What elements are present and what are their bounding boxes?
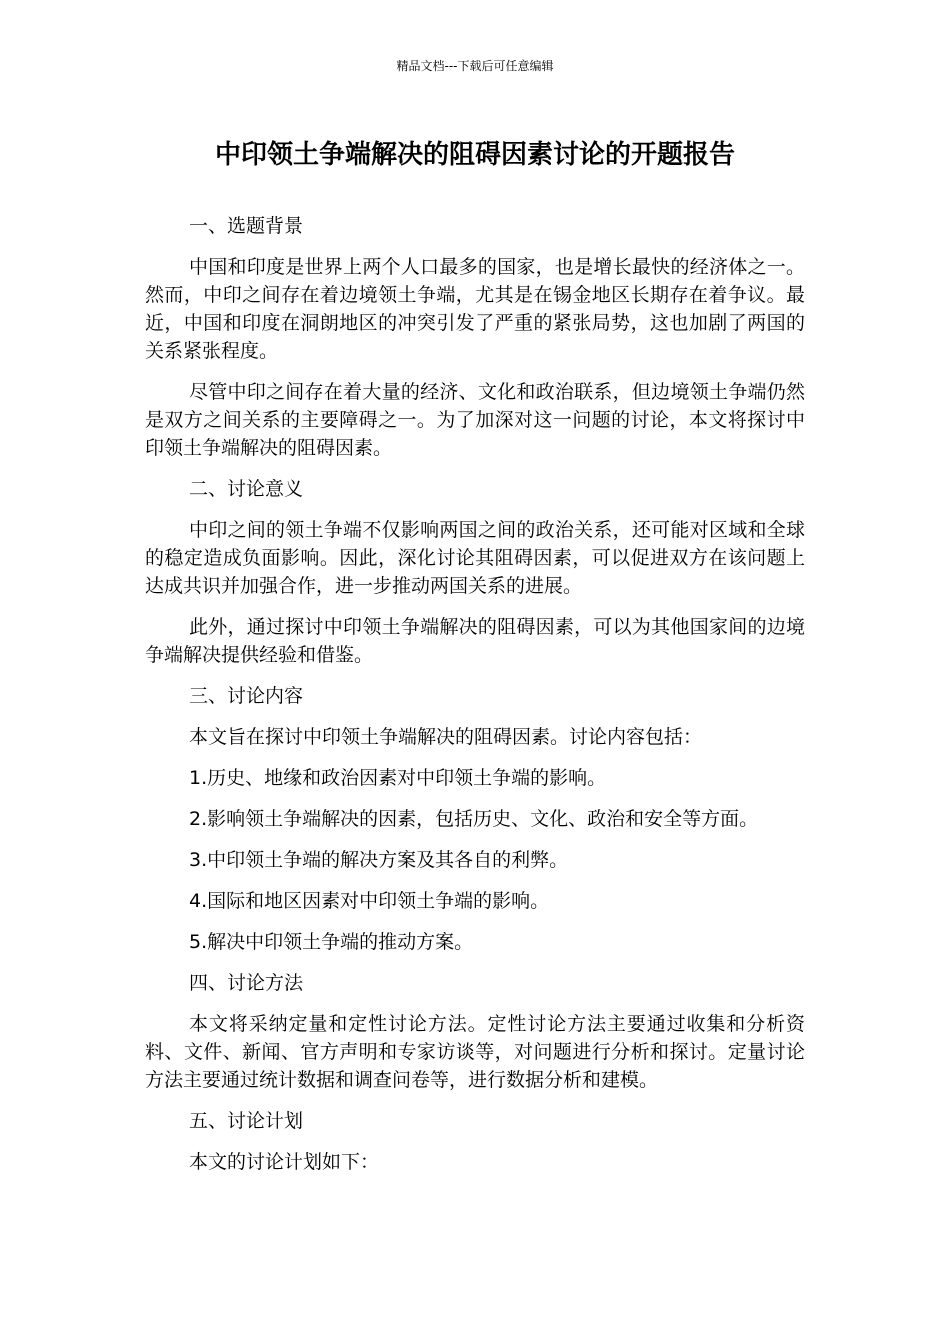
list-item: 3.中印领土争端的解决方案及其各自的利弊。 [189, 849, 569, 871]
paragraph: 本文的讨论计划如下： [189, 1151, 380, 1173]
paragraph: 此外，通过探讨中印领土争端解决的阻碍因素，可以为其他国家间的边境争端解决提供经验和借鉴。 [145, 616, 805, 666]
section-heading: 一、选题背景 [189, 215, 304, 237]
header-note: 精品文档---下载后可任意编辑 [396, 59, 554, 73]
paragraph: 本文旨在探讨中印领土争端解决的阻碍因素。讨论内容包括： [189, 726, 703, 748]
paragraph: 中国和印度是世界上两个人口最多的国家，也是增长最快的经济体之一。然而，中印之间存在着边境领土争端，尤其是在锡金地区长期存在着争议。最近，中国和印度在洞朗地区的冲突引发了严重的紧张局势，这也加剧了两国的关系紧张程度。 [145, 256, 805, 362]
paragraph: 尽管中印之间存在着大量的经济、文化和政治联系，但边境领土争端仍然是双方之间关系的主要障碍之一。为了加深对这一问题的讨论，本文将探讨中印领土争端解决的阻碍因素。 [145, 381, 805, 459]
paragraph: 本文将采纳定量和定性讨论方法。定性讨论方法主要通过收集和分析资料、文件、新闻、官方声明和专家访谈等，对问题进行分析和探讨。定量讨论方法主要通过统计数据和调查问卷等，进行数据分析和建模。 [145, 1013, 805, 1091]
document-body [145, 212, 805, 1189]
document-title: 中印领土争端解决的阻碍因素讨论的开题报告 [214, 140, 735, 170]
list-item: 2.影响领土争端解决的因素，包括历史、文化、政治和安全等方面。 [189, 808, 759, 830]
paragraph: 中印之间的领土争端不仅影响两国之间的政治关系，还可能对区域和全球的稳定造成负面影响。因此，深化讨论其阻碍因素，可以促进双方在该问题上达成共识并加强合作，进一步推动两国关系的进展。 [145, 519, 805, 597]
list-item: 5.解决中印领土争端的推动方案。 [189, 931, 474, 953]
section-heading: 三、讨论内容 [189, 685, 304, 707]
list-item: 1.历史、地缘和政治因素对中印领土争端的影响。 [189, 767, 607, 789]
section-heading: 五、讨论计划 [189, 1110, 304, 1132]
section-heading: 四、讨论方法 [189, 972, 304, 994]
section-heading: 二、讨论意义 [189, 478, 304, 500]
list-item: 4.国际和地区因素对中印领土争端的影响。 [189, 890, 550, 912]
